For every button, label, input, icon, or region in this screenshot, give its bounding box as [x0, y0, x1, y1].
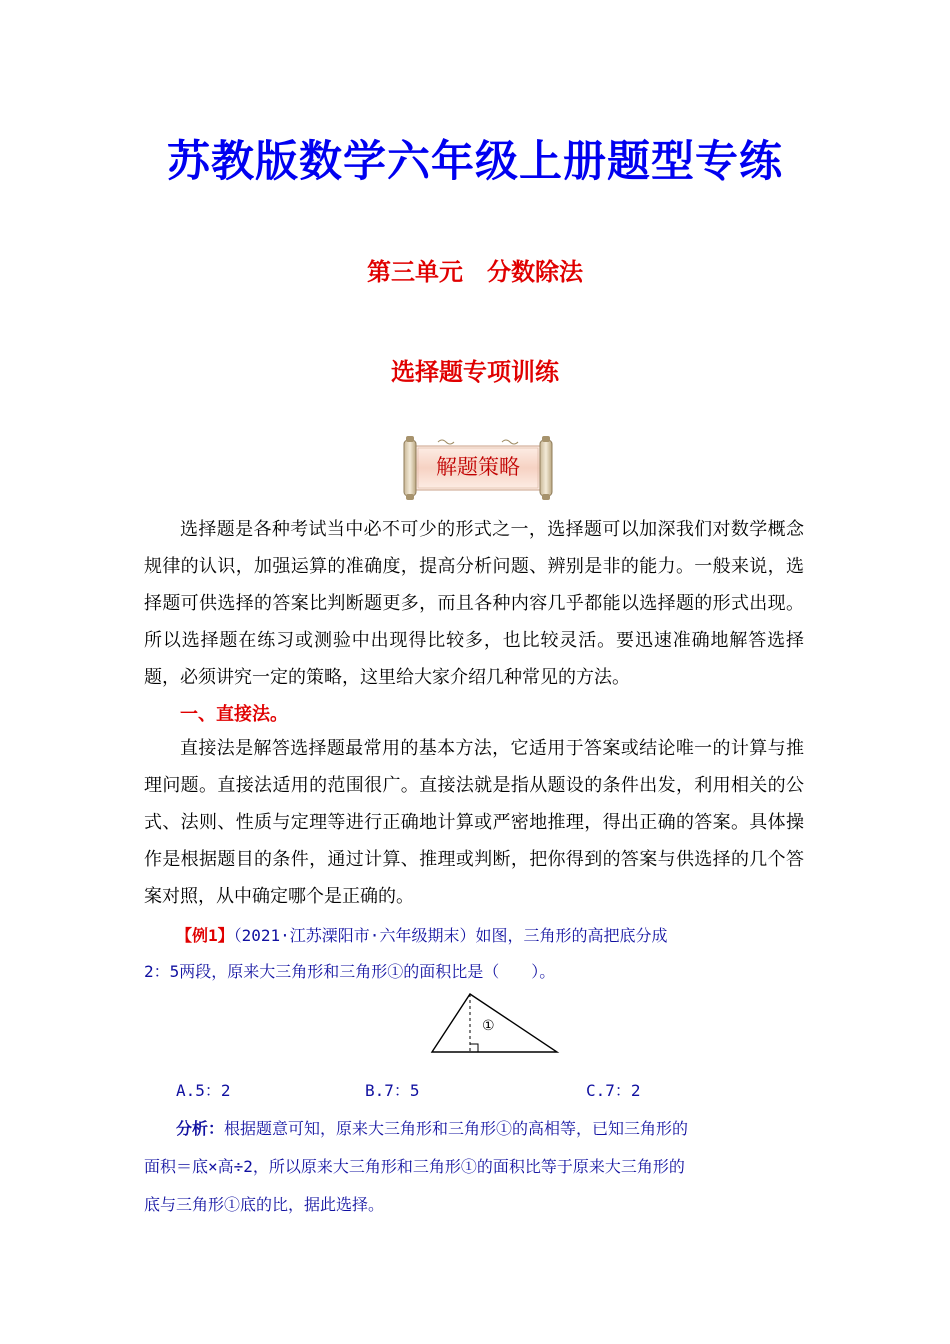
- example-question-part1: 如图，三角形的高把底分成: [475, 926, 668, 945]
- strategy-banner: [398, 436, 558, 502]
- direct-method-paragraph: 直接法是解答选择题最常用的基本方法，它适用于答案或结论唯一的计算与推理问题。直接法适用的范围很广。直接法就是指从题设的条件出发，利用相关的公式、法则、性质与定理等进行正确地计算或严密地推理，得出正确的答案。具体操作是根据题目的条件，通过计算、推理或判断，把你得到的答案与供选择的几个答案对照，从中确定哪个是正确的。: [144, 738, 804, 907]
- section-subtitle: 选择题专项训练: [391, 357, 559, 386]
- method-heading-direct: 一、直接法。: [180, 704, 288, 725]
- option-a: A.5：2: [176, 1081, 231, 1100]
- option-c: C.7：2: [586, 1081, 641, 1100]
- example-line-1: [144, 918, 804, 954]
- strategy-banner-label: 解题策略: [436, 455, 520, 479]
- analysis-line-2: 面积＝底×高÷2，所以原来大三角形和三角形①的面积比等于原来大三角形的: [144, 1157, 685, 1176]
- analysis-text-1: 根据题意可知，原来大三角形和三角形①的高相等，已知三角形的: [224, 1119, 689, 1138]
- intro-paragraph: 选择题是各种考试当中必不可少的形式之一，选择题可以加深我们对数学概念规律的认识，加强运算的准确度，提高分析问题、辨别是非的能力。一般来说，选择题可供选择的答案比判断题更多，而且各种内容几乎都能以选择题的形式出现。所以选择题在练习或测验中出现得比较多，也比较灵活。要迅速准确地解答选择题，必须讲究一定的策略，这里给大家介绍几种常见的方法。: [144, 519, 804, 688]
- analysis-line-1: [144, 1110, 808, 1148]
- answer-options: [176, 1078, 796, 1108]
- example-1: [144, 918, 804, 990]
- right-angle-mark: [470, 1044, 478, 1052]
- example-tag: 【例1】: [176, 926, 234, 945]
- unit-title: 第三单元 分数除法: [367, 257, 583, 286]
- option-b: B.7：5: [365, 1081, 420, 1100]
- analysis-label: 分析：: [176, 1119, 225, 1138]
- example-question-part2: 2：5两段，原来大三角形和三角形①的面积比是（ ）。: [144, 962, 556, 981]
- example-source: （2021·江苏溧阳市·六年级期末）: [233, 926, 476, 945]
- analysis-line-3: 底与三角形①底的比，据此选择。: [144, 1195, 385, 1214]
- triangle-figure: [430, 990, 560, 1056]
- page-title: 苏教版数学六年级上册题型专练: [167, 137, 783, 187]
- triangle-region-label: ①: [482, 1018, 495, 1034]
- analysis: [144, 1110, 808, 1224]
